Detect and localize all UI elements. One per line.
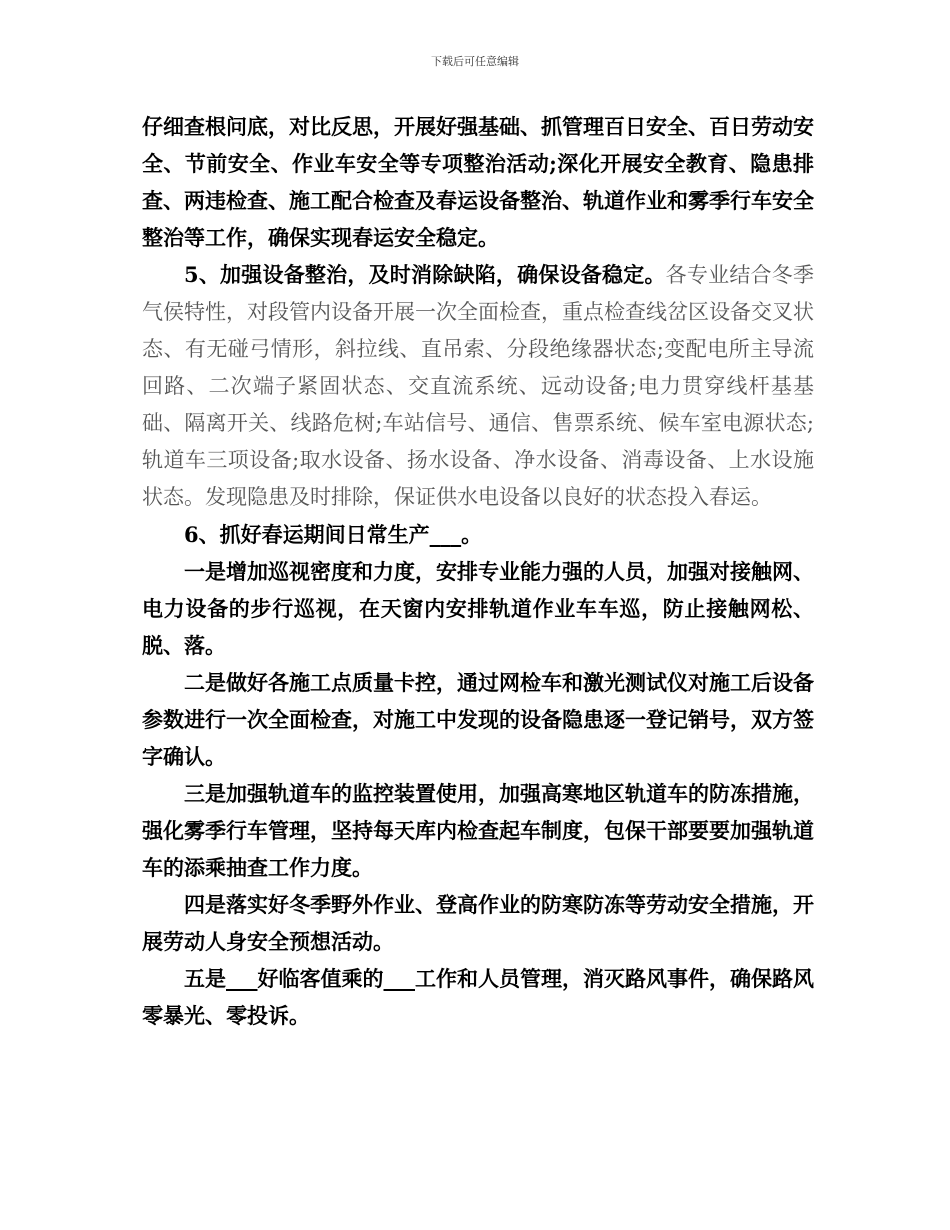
- paragraph-item-5: 五是___好临客值乘的___工作和人员管理，消灭路风事件，确保路风零暴光、零投诉。: [142, 966, 814, 1028]
- paragraph-body-5: 各专业结合冬季气侯特性，对段管内设备开展一次全面检查，重点检查线岔区设备交叉状态、有无碰弓情形，斜拉线、直吊索、分段绝缘器状态;变配电所主导流回路、二次端子紧固状态、交直流系统、远动设备;电力贯穿线杆基基础、隔离开关、线路危树;车站信号、通信、售票系统、候车室电源状态;轨道车三项设备;取水设备、扬水设备、净水设备、消毒设备、上水设施状态。发现隐患及时排除，保证供水电设备以良好的状态投入春运。: [142, 263, 814, 509]
- paragraph-heading-6: 6、抓好春运期间日常生产___。: [184, 522, 483, 547]
- paragraph-continuation: 仔细查根问底，对比反思，开展好强基础、抓管理百日安全、百日劳动安全、节前安全、作业车安全等专项整治活动;深化开展安全教育、隐患排查、两违检查、施工配合检查及春运设备整治、轨道作业和雾季行车安全整治等工作，确保实现春运安全稳定。: [142, 114, 814, 250]
- page-header: 下载后可任意编辑: [431, 55, 519, 68]
- paragraph-item-3: 三是加强轨道车的监控装置使用，加强高寒地区轨道车的防冻措施，强化雾季行车管理，坚持每天库内检查起车制度，包保干部要要加强轨道车的添乘抽查工作力度。: [142, 781, 814, 880]
- paragraph-item-2: 二是做好各施工点质量卡控，通过网检车和激光测试仪对施工后设备参数进行一次全面检查，对施工中发现的设备隐患逐一登记销号，双方签字确认。: [142, 670, 814, 769]
- document-body: [142, 108, 814, 1034]
- paragraph-heading-5: 5、加强设备整治，及时消除缺陷，确保设备稳定。: [184, 262, 666, 287]
- paragraph-equipment-rectification: [142, 256, 814, 516]
- paragraph-item-1: 一是增加巡视密度和力度，安排专业能力强的人员，加强对接触网、电力设备的步行巡视，在天窗内安排轨道作业车车巡，防止接触网松、脱、落。: [142, 559, 814, 658]
- paragraph-item-4: 四是落实好冬季野外作业、登高作业的防寒防冻等劳动安全措施，开展劳动人身安全预想活动。: [142, 892, 814, 954]
